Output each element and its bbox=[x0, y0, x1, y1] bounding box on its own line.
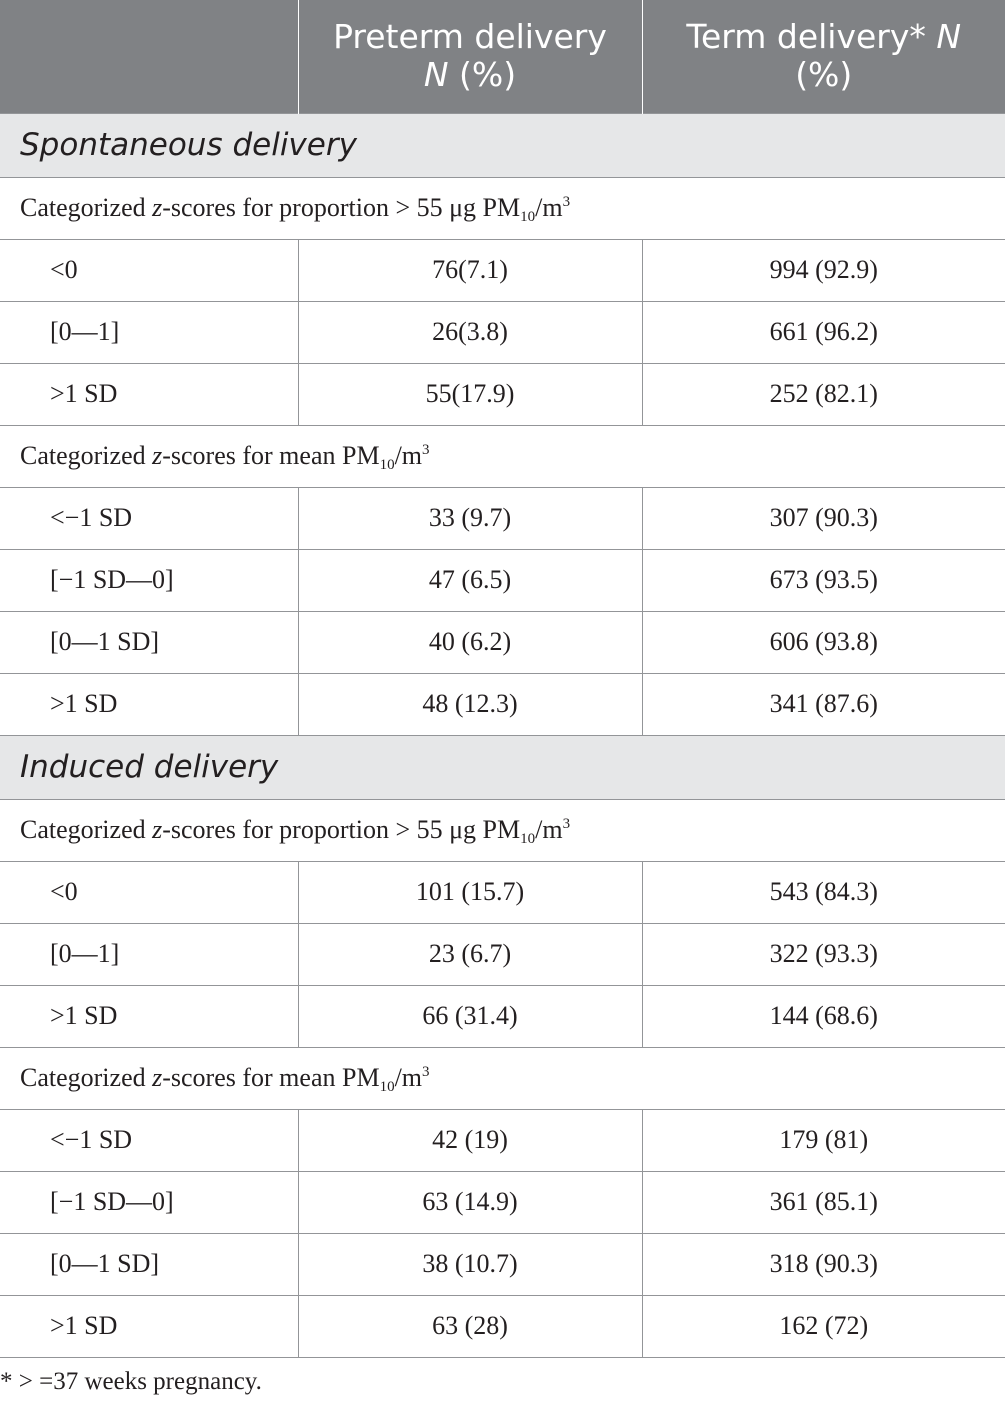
header-term-title: Term delivery* bbox=[686, 17, 926, 57]
preterm-value: 63 (14.9) bbox=[298, 1171, 642, 1233]
table-body bbox=[0, 113, 1005, 1357]
table-row bbox=[0, 985, 1005, 1047]
row-label: >1 SD bbox=[0, 363, 298, 425]
preterm-value: 47 (6.5) bbox=[298, 549, 642, 611]
table-row bbox=[0, 1109, 1005, 1171]
preterm-value: 48 (12.3) bbox=[298, 673, 642, 735]
term-value: 606 (93.8) bbox=[642, 611, 1005, 673]
header-preterm-n: N bbox=[423, 55, 449, 95]
term-value: 307 (90.3) bbox=[642, 487, 1005, 549]
table-row bbox=[0, 1171, 1005, 1233]
section-row-spontaneous bbox=[0, 113, 1005, 177]
term-value: 543 (84.3) bbox=[642, 861, 1005, 923]
table-row bbox=[0, 861, 1005, 923]
table-row bbox=[0, 549, 1005, 611]
term-value: 162 (72) bbox=[642, 1295, 1005, 1357]
row-label: >1 SD bbox=[0, 1295, 298, 1357]
table-header-row bbox=[0, 0, 1005, 113]
table-row bbox=[0, 239, 1005, 301]
term-value: 673 (93.5) bbox=[642, 549, 1005, 611]
group-row bbox=[0, 799, 1005, 861]
preterm-value: 76(7.1) bbox=[298, 239, 642, 301]
header-empty-cell bbox=[0, 0, 298, 113]
row-label: <0 bbox=[0, 861, 298, 923]
header-term-n: N bbox=[936, 17, 962, 57]
term-value: 179 (81) bbox=[642, 1109, 1005, 1171]
row-label: [−1 SD—0] bbox=[0, 1171, 298, 1233]
row-label: <−1 SD bbox=[0, 1109, 298, 1171]
header-term bbox=[642, 0, 1005, 113]
table-row bbox=[0, 923, 1005, 985]
preterm-value: 66 (31.4) bbox=[298, 985, 642, 1047]
preterm-value: 42 (19) bbox=[298, 1109, 642, 1171]
preterm-value: 55(17.9) bbox=[298, 363, 642, 425]
table-row bbox=[0, 363, 1005, 425]
term-value: 341 (87.6) bbox=[642, 673, 1005, 735]
term-value: 252 (82.1) bbox=[642, 363, 1005, 425]
term-value: 994 (92.9) bbox=[642, 239, 1005, 301]
header-preterm-title: Preterm delivery bbox=[333, 17, 607, 57]
row-label: <0 bbox=[0, 239, 298, 301]
preterm-value: 63 (28) bbox=[298, 1295, 642, 1357]
row-label: >1 SD bbox=[0, 985, 298, 1047]
table-row bbox=[0, 611, 1005, 673]
row-label: <−1 SD bbox=[0, 487, 298, 549]
group-label: Categorized z-scores for mean $PM_{10}/m^3$ bbox=[0, 425, 1005, 487]
term-value: 361 (85.1) bbox=[642, 1171, 1005, 1233]
row-label: [−1 SD—0] bbox=[0, 549, 298, 611]
table-row bbox=[0, 301, 1005, 363]
row-label: [0—1] bbox=[0, 301, 298, 363]
group-label: Categorized z-scores for proportion > 55 μg $PM_{10}/m^3$ bbox=[0, 177, 1005, 239]
table-row bbox=[0, 487, 1005, 549]
group-row bbox=[0, 177, 1005, 239]
term-value: 322 (93.3) bbox=[642, 923, 1005, 985]
term-value: 144 (68.6) bbox=[642, 985, 1005, 1047]
table-row bbox=[0, 1233, 1005, 1295]
preterm-value: 101 (15.7) bbox=[298, 861, 642, 923]
preterm-value: 38 (10.7) bbox=[298, 1233, 642, 1295]
row-label: [0—1 SD] bbox=[0, 1233, 298, 1295]
table-footnote: * > =37 weeks pregnancy. bbox=[0, 1368, 262, 1395]
row-label: [0—1 SD] bbox=[0, 611, 298, 673]
term-value: 318 (90.3) bbox=[642, 1233, 1005, 1295]
preterm-value: 26(3.8) bbox=[298, 301, 642, 363]
preterm-value: 33 (9.7) bbox=[298, 487, 642, 549]
preterm-value: 23 (6.7) bbox=[298, 923, 642, 985]
row-label: >1 SD bbox=[0, 673, 298, 735]
section-title: Induced delivery bbox=[0, 735, 1005, 799]
preterm-value: 40 (6.2) bbox=[298, 611, 642, 673]
table-row bbox=[0, 673, 1005, 735]
group-label: Categorized z-scores for proportion > 55 μg $PM_{10}/m^3$ bbox=[0, 799, 1005, 861]
term-value: 661 (96.2) bbox=[642, 301, 1005, 363]
section-title: Spontaneous delivery bbox=[0, 113, 1005, 177]
header-preterm-pct: (%) bbox=[459, 55, 517, 95]
header-term-pct: (%) bbox=[795, 55, 853, 95]
section-row-induced bbox=[0, 735, 1005, 799]
group-label: Categorized z-scores for mean $PM_{10}/m^3$ bbox=[0, 1047, 1005, 1109]
group-row bbox=[0, 425, 1005, 487]
table-row bbox=[0, 1295, 1005, 1357]
header-preterm bbox=[298, 0, 642, 113]
row-label: [0—1] bbox=[0, 923, 298, 985]
group-row bbox=[0, 1047, 1005, 1109]
